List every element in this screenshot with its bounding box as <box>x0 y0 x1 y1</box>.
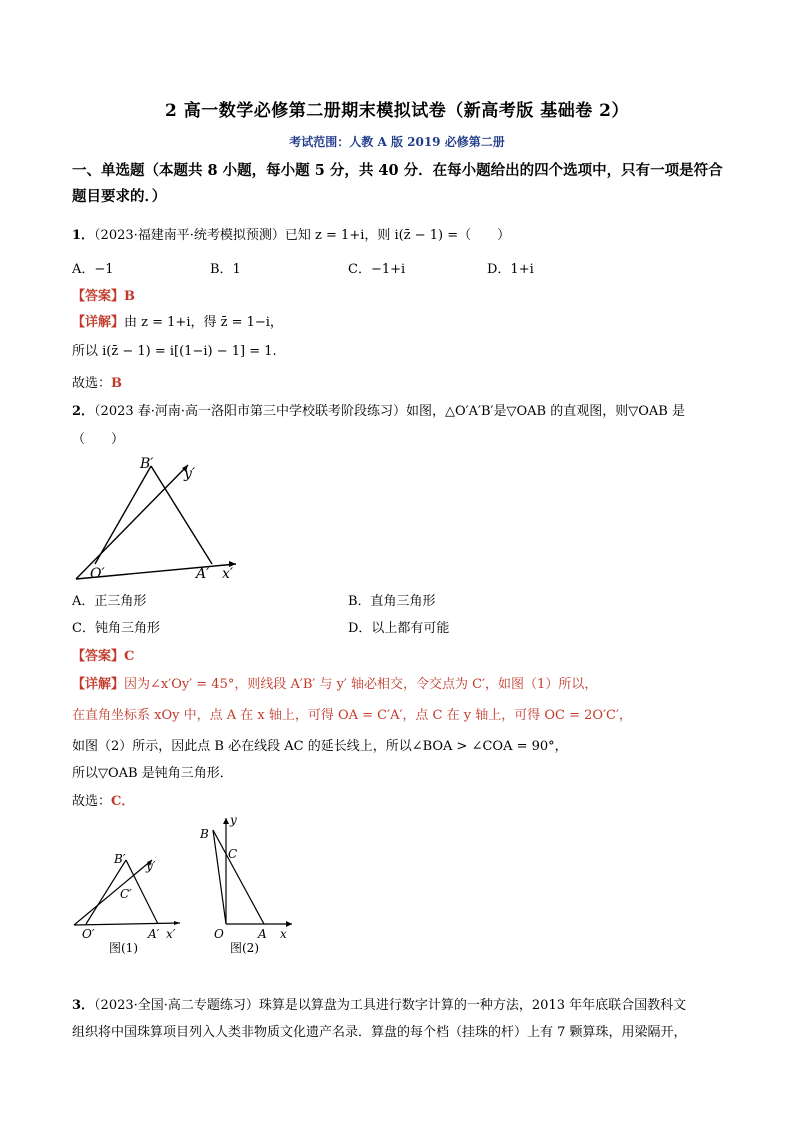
figure-2 <box>196 812 296 960</box>
label-o: O′ <box>82 927 95 941</box>
x-axis <box>74 923 180 925</box>
answer-line <box>72 287 135 307</box>
question-number: 1． <box>72 228 95 243</box>
detail-line: 所以 i(z̄ − 1) = i[(1−i) − 1] = 1. <box>72 344 277 359</box>
question-number: 3． <box>72 998 95 1013</box>
label-c: C′ <box>120 887 132 901</box>
choose-value: C． <box>111 794 135 809</box>
answer-value: C <box>124 649 135 664</box>
question-number: 2． <box>72 404 95 419</box>
page-title: 2 高一数学必修第二册期末模拟试卷（新高考版 基础卷 2） <box>165 101 629 121</box>
arrow-icon <box>223 818 229 824</box>
question-source: （2023 春·河南·高一洛阳市第三中学校联考阶段练习） <box>94 404 407 419</box>
question-text-line: 组织将中国珠算项目列入人类非物质文化遗产名录．算盘的每个档（挂珠的杆）上有 7 颗算珠，用梁隔开， <box>72 1025 687 1040</box>
label-x: x <box>280 927 287 941</box>
detail-line: 如图（2）所示，因此点 B 必在线段 AC 的延长线上，所以∠BOA > ∠COA = 90°， <box>72 739 568 754</box>
label-y: y′ <box>146 859 156 873</box>
section-heading: 一、单选题（本题共 8 小题，每小题 5 分，共 40 分．在每小题给出的四个选项中，只有一项是符合题目要求的．） <box>72 162 723 205</box>
label-x: x′ <box>222 566 234 582</box>
detail-line: 在直角坐标系 xOy 中，点 A 在 x 轴上，可得 OA = C′A′，点 C 在 y 轴上，可得 OC = 2O′C′， <box>72 708 632 723</box>
detail-text: 因为∠x′Oy′ = 45°，则线段 A′B′ 与 y′ 轴必相交，令交点为 C′，如图（1）所以， <box>124 677 598 692</box>
y-axis <box>74 860 152 925</box>
arrow-icon <box>286 921 292 927</box>
label-x: x′ <box>166 927 176 941</box>
question-text: 珠算是以算盘为工具进行数字计算的一种方法，2013 年年底联合国教科文 <box>258 998 687 1013</box>
option-b: B．1 <box>210 262 241 277</box>
side-ob <box>95 466 151 564</box>
choose-line <box>72 374 122 394</box>
label-c: C <box>228 847 238 861</box>
choose-line <box>72 792 134 812</box>
choose-label: 故选： <box>72 794 112 809</box>
side-ob <box>213 830 226 924</box>
option-c: C．钝角三角形 <box>72 621 160 636</box>
detail-label: 【详解】 <box>72 677 125 692</box>
option-c: C．−1+i <box>348 262 406 277</box>
answer-value: B <box>124 289 136 304</box>
label-b: B′ <box>114 852 126 866</box>
option-d: D．1+i <box>487 262 534 277</box>
label-a: A′ <box>196 566 210 582</box>
figure-oblique-triangle <box>68 452 248 590</box>
question-paren: （ ） <box>72 432 125 447</box>
choose-label: 故选： <box>72 376 112 391</box>
option-a: A．正三角形 <box>72 594 147 609</box>
side-ab <box>213 830 264 924</box>
detail-label: 【详解】 <box>72 315 125 330</box>
label-y: y <box>230 813 237 827</box>
exam-scope: 考试范围：人教 A 版 2019 必修第二册 <box>289 135 505 149</box>
label-a: A <box>258 927 267 941</box>
label-a: A′ <box>148 927 160 941</box>
label-b: B′ <box>140 456 154 472</box>
answer-label: 【答案】 <box>72 289 125 304</box>
question-source: （2023·福建南平·统考模拟预测） <box>94 228 285 243</box>
question-source: （2023·全国·高二专题练习） <box>94 998 259 1013</box>
question-2-stem <box>72 402 685 422</box>
question-3-stem <box>72 996 686 1016</box>
label-o: O <box>214 927 224 941</box>
side-ab <box>151 466 212 564</box>
label-o: O′ <box>90 566 105 582</box>
option-a: A．−1 <box>72 262 114 277</box>
question-text: 已知 z = 1+i，则 i(z̄ − 1) =（ ） <box>284 228 511 243</box>
y-axis <box>76 465 188 579</box>
choose-value: B <box>111 376 123 391</box>
arrow-icon <box>174 921 180 925</box>
answer-label: 【答案】 <box>72 649 125 664</box>
detail-line <box>72 313 283 333</box>
caption: 图(1) <box>109 941 138 955</box>
label-b: B <box>200 827 209 841</box>
figure-1 <box>68 848 186 960</box>
detail-text: 由 z = 1+i，得 z̄ = 1−i， <box>124 315 283 330</box>
detail-line: 所以▽OAB 是钝角三角形． <box>72 766 233 781</box>
label-y: y′ <box>184 466 196 482</box>
detail-line <box>72 675 597 695</box>
question-1-stem <box>72 226 510 246</box>
answer-line <box>72 647 134 667</box>
caption: 图(2) <box>230 941 259 955</box>
question-text: 如图，△O′A′B′是▽OAB 的直观图，则▽OAB 是 <box>406 404 685 419</box>
option-b: B．直角三角形 <box>348 594 436 609</box>
option-d: D．以上都有可能 <box>348 621 450 636</box>
